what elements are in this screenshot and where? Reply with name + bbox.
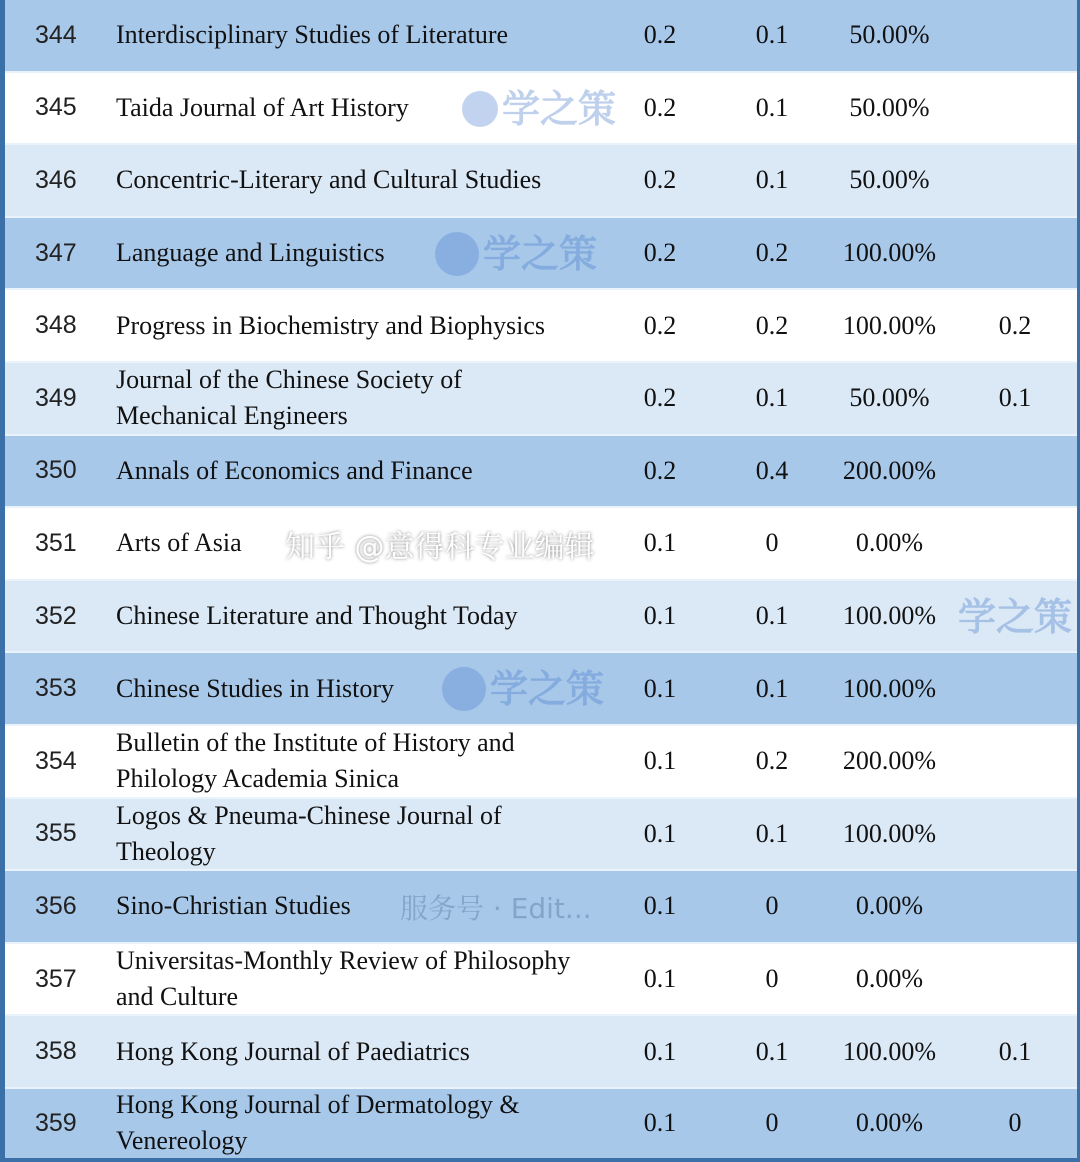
row-number [35,1016,77,1087]
value-b-text: 0.2 [755,238,789,268]
value-a [605,363,715,434]
row-number-text: 346 [35,165,77,194]
journal-title-text: Concentric-Literary and Cultural Studies [116,165,542,195]
percentage [827,436,952,507]
value-b-text: 0.2 [755,746,789,776]
journal-title-text: Interdisciplinary Studies of Literature [116,20,509,50]
value-d [958,581,1073,652]
value-b-text: 0.1 [755,92,789,122]
value-a-text: 0.2 [643,238,677,268]
row-number [35,508,77,579]
watermark-logo-text: 学之策 [490,667,605,712]
value-a-text: 0.1 [643,746,677,776]
journal-title [116,436,586,507]
value-b [717,726,827,797]
journal-title [116,799,586,870]
row-number-text: 350 [35,456,77,485]
percentage [827,363,952,434]
table-row [5,436,1077,509]
percentage [827,653,952,724]
journal-title [116,653,586,724]
value-b [717,1016,827,1087]
journal-title-text: Hong Kong Journal of Dermatology & Venereology [116,1090,520,1156]
value-b [717,653,827,724]
value-a-text: 0.2 [643,455,677,485]
row-number-text: 352 [35,601,77,630]
journal-title [116,0,586,71]
journal-title-text: Sino-Christian Studies [116,891,351,921]
value-d [960,726,1070,797]
value-a [605,581,715,652]
journal-title-text: Journal of the Chinese Society of Mechanical Engineers [116,365,462,431]
value-b-text: 0.1 [755,818,789,848]
row-number [35,73,77,144]
row-number [35,1089,77,1158]
percentage-text: 0.00% [855,1108,924,1138]
percentage [827,944,952,1015]
value-b [717,436,827,507]
percentage [827,799,952,870]
journal-title [116,290,586,361]
journal-title-text: Universitas-Monthly Review of Philosophy and Culture [116,946,571,1012]
row-number [35,145,77,216]
table-row [5,73,1077,146]
value-b [717,145,827,216]
value-a [605,653,715,724]
value-d [960,1016,1070,1087]
watermark-logo-text: 学之策 [483,231,598,276]
value-d-text: 0 [1008,1108,1022,1138]
percentage [827,871,952,942]
table-row [5,218,1077,291]
watermark-logo-text: 学之策 [958,594,1073,639]
journal-title-text: Chinese Literature and Thought Today [116,601,518,631]
journal-title [116,218,586,289]
percentage-text: 100.00% [842,673,937,703]
row-number-text: 354 [35,746,77,775]
value-b-text: 0.2 [755,310,789,340]
table-row [5,653,1077,726]
row-number-text: 358 [35,1037,77,1066]
value-a [605,508,715,579]
percentage [827,726,952,797]
value-a [605,1016,715,1087]
value-a [605,73,715,144]
value-b [717,0,827,71]
value-b-text: 0.1 [755,165,789,195]
value-d [960,799,1070,870]
row-number [35,218,77,289]
journal-title [116,581,586,652]
value-a-text: 0.2 [643,165,677,195]
row-number [35,726,77,797]
value-b-text: 0.1 [755,601,789,631]
value-b-text: 0.1 [755,1036,789,1066]
percentage [827,290,952,361]
value-d [960,508,1070,579]
value-d [960,363,1070,434]
percentage-text: 50.00% [849,20,930,50]
journal-title-text: Chinese Studies in History [116,673,395,703]
row-number-text: 344 [35,20,77,49]
row-number-text: 345 [35,93,77,122]
row-number-text: 347 [35,238,77,267]
value-b [717,581,827,652]
journal-title-text: Arts of Asia [116,528,242,558]
percentage-text: 100.00% [842,310,937,340]
zhihu-watermark [285,508,595,580]
value-d [960,218,1070,289]
value-d [960,871,1070,942]
journal-title-text: Hong Kong Journal of Paediatrics [116,1036,470,1066]
value-b-text: 0 [765,891,779,921]
table-row [5,363,1077,436]
row-number [35,581,77,652]
value-a [605,726,715,797]
percentage-text: 50.00% [849,92,930,122]
row-number [35,799,77,870]
percentage [827,1016,952,1087]
row-number-text: 353 [35,674,77,703]
value-d [960,653,1070,724]
value-a-text: 0.1 [643,964,677,994]
row-number [35,944,77,1015]
row-number-text: 359 [35,1108,77,1137]
table-row [5,290,1077,363]
journal-title-text: Taida Journal of Art History [116,92,409,122]
value-d [960,290,1070,361]
value-b [717,363,827,434]
percentage [827,581,952,652]
table-row [5,1016,1077,1089]
value-a-text: 0.1 [643,528,677,558]
service-watermark-text: 服务号 · Edit... [400,892,592,926]
value-d [960,73,1070,144]
value-a-text: 0.1 [643,891,677,921]
value-b [717,944,827,1015]
value-d-text: 0.1 [998,1036,1032,1066]
journal-title [116,944,586,1015]
percentage [827,218,952,289]
value-b [717,1089,827,1158]
value-a-text: 0.2 [643,20,677,50]
value-b-text: 0 [765,964,779,994]
percentage-text: 50.00% [849,165,930,195]
percentage [827,0,952,71]
value-a-text: 0.1 [643,1036,677,1066]
table-row [5,1089,1077,1162]
row-number-text: 349 [35,383,77,412]
value-b [717,73,827,144]
value-a [605,218,715,289]
journal-title-text: Language and Linguistics [116,238,385,268]
zhihu-watermark-text: 知乎 @意得科专业编辑 [285,530,595,566]
value-d [960,1089,1070,1158]
row-number [35,653,77,724]
journal-title-text: Progress in Biochemistry and Biophysics [116,310,545,340]
percentage-text: 100.00% [842,601,937,631]
row-number [35,363,77,434]
row-number [35,436,77,507]
value-d [960,0,1070,71]
value-b-text: 0.1 [755,673,789,703]
journal-title [116,1016,586,1087]
journal-title [116,1089,586,1158]
table-row [5,0,1077,73]
service-watermark [400,871,592,943]
value-b [717,799,827,870]
row-number-text: 351 [35,528,77,557]
percentage-text: 0.00% [855,528,924,558]
percentage [827,1089,952,1158]
value-a [605,799,715,870]
value-a-text: 0.1 [643,1108,677,1138]
percentage-text: 200.00% [842,455,937,485]
value-b-text: 0.1 [755,383,789,413]
value-b-text: 0.1 [755,20,789,50]
value-a [605,0,715,71]
row-number [35,871,77,942]
row-number-text: 348 [35,311,77,340]
row-number [35,290,77,361]
percentage-text: 0.00% [855,964,924,994]
value-d [960,944,1070,1015]
percentage-text: 100.00% [842,818,937,848]
value-b-text: 0 [765,528,779,558]
value-b-text: 0.4 [755,455,789,485]
value-a-text: 0.2 [643,383,677,413]
row-number-text: 356 [35,891,77,920]
journal-title-text: Annals of Economics and Finance [116,455,473,485]
table-row [5,145,1077,218]
value-b [717,218,827,289]
percentage [827,508,952,579]
watermark-logo-text: 学之策 [502,86,617,131]
journal-title-text: Bulletin of the Institute of History and Philology Academia Sinica [116,728,515,794]
value-d [960,436,1070,507]
percentage-text: 50.00% [849,383,930,413]
value-a [605,944,715,1015]
row-number [35,0,77,71]
table-row [5,581,1077,654]
value-a-text: 0.1 [643,673,677,703]
journal-title [116,726,586,797]
value-d [960,145,1070,216]
row-number-text: 357 [35,964,77,993]
value-d-text: 0.1 [998,383,1032,413]
journal-title [116,73,586,144]
value-a [605,871,715,942]
percentage-text: 200.00% [842,746,937,776]
value-a-text: 0.2 [643,92,677,122]
journal-title [116,363,586,434]
value-a [605,290,715,361]
value-d-text: 0.2 [998,310,1032,340]
percentage-text: 100.00% [842,238,937,268]
value-b [717,871,827,942]
value-b [717,508,827,579]
value-a-text: 0.2 [643,310,677,340]
percentage [827,73,952,144]
percentage-text: 100.00% [842,1036,937,1066]
row-number-text: 355 [35,819,77,848]
table-row [5,944,1077,1017]
value-a [605,1089,715,1158]
percentage-text: 0.00% [855,891,924,921]
table-row [5,726,1077,799]
value-a-text: 0.1 [643,601,677,631]
value-a [605,436,715,507]
value-a [605,145,715,216]
value-b-text: 0 [765,1108,779,1138]
percentage [827,145,952,216]
value-a-text: 0.1 [643,818,677,848]
journal-title [116,145,586,216]
table-row [5,799,1077,872]
value-b [717,290,827,361]
journal-title-text: Logos & Pneuma-Chinese Journal of Theology [116,800,502,866]
